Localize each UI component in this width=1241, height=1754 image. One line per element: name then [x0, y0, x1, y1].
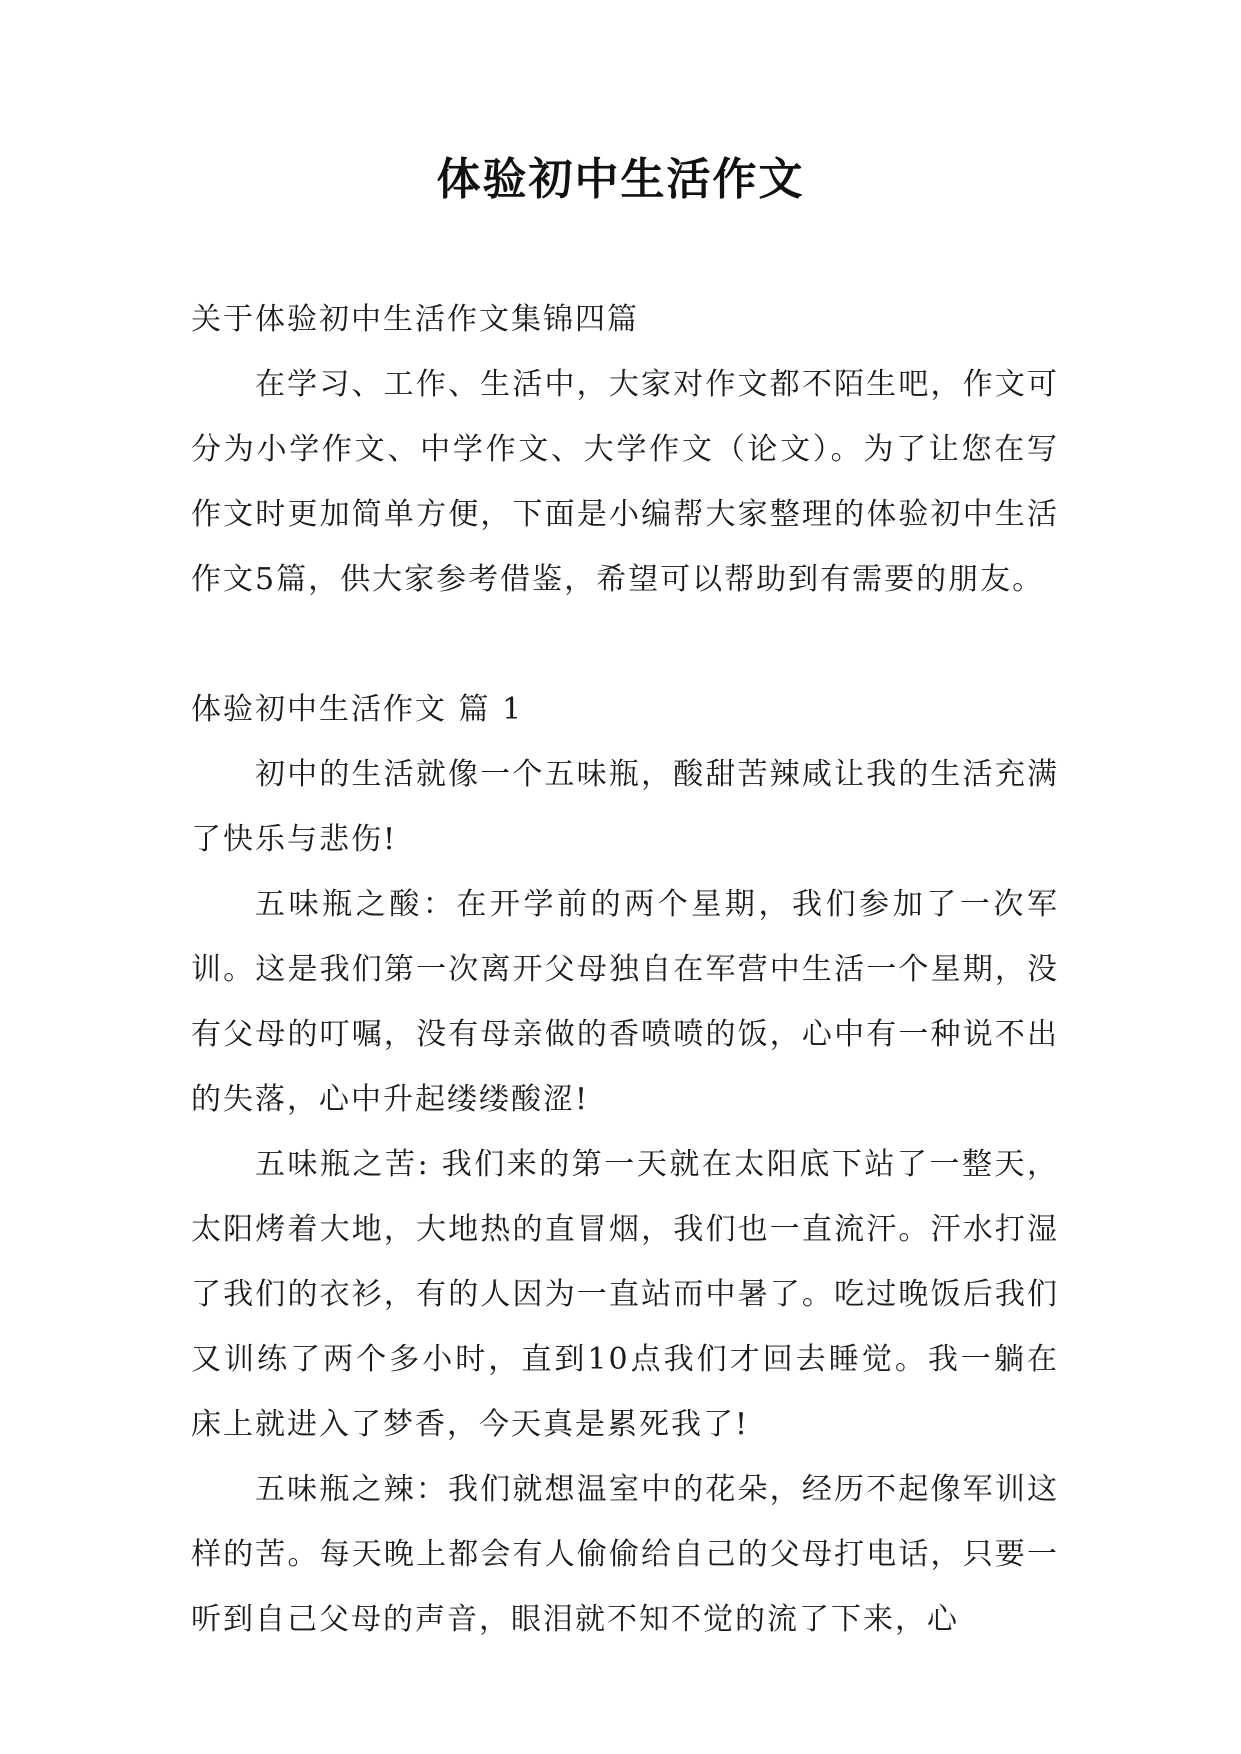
body-paragraph: 五味瓶之苦: 我们来的第一天就在太阳底下站了一整天，太阳烤着大地，大地热的直冒烟，我们也一直流汗。汗水打湿了我们的衣衫，有的人因为一直站而中暑了。吃过晚饭后我们又训练了两个多小时，直到10点我们才回去睡觉。我一躺在床上就进入了梦香，今天真是累死我了!: [191, 1147, 1059, 1442]
document-title: 体验初中生活作文: [436, 154, 805, 205]
body-paragraph: 五味瓶之辣：我们就想温室中的花朵，经历不起像军训这样的苦。每天晚上都会有人偷偷给自己的父母打电话，只要一听到自己父母的声音，眼泪就不知不觉的流了下来，心: [191, 1472, 1059, 1637]
section-heading: 体验初中生活作文 篇 1: [191, 692, 524, 727]
collection-subtitle: 关于体验初中生活作文集锦四篇: [191, 302, 639, 337]
document-body: [191, 287, 1059, 1652]
body-paragraph: 五味瓶之酸：在开学前的两个星期，我们参加了一次军训。这是我们第一次离开父母独自在军营中生活一个星期，没有父母的叮嘱，没有母亲做的香喷喷的饭，心中有一种说不出的失落，心中升起缕缕酸涩!: [191, 887, 1059, 1117]
intro-paragraph: 在学习、工作、生活中，大家对作文都不陌生吧，作文可分为小学作文、中学作文、大学作文（论文）。为了让您在写作文时更加简单方便，下面是小编帮大家整理的体验初中生活作文5篇，供大家参考借鉴，希望可以帮助到有需要的朋友。: [191, 367, 1059, 597]
section-spacer: [191, 612, 1059, 677]
body-paragraph: 初中的生活就像一个五味瓶，酸甜苦辣咸让我的生活充满了快乐与悲伤!: [191, 757, 1059, 857]
